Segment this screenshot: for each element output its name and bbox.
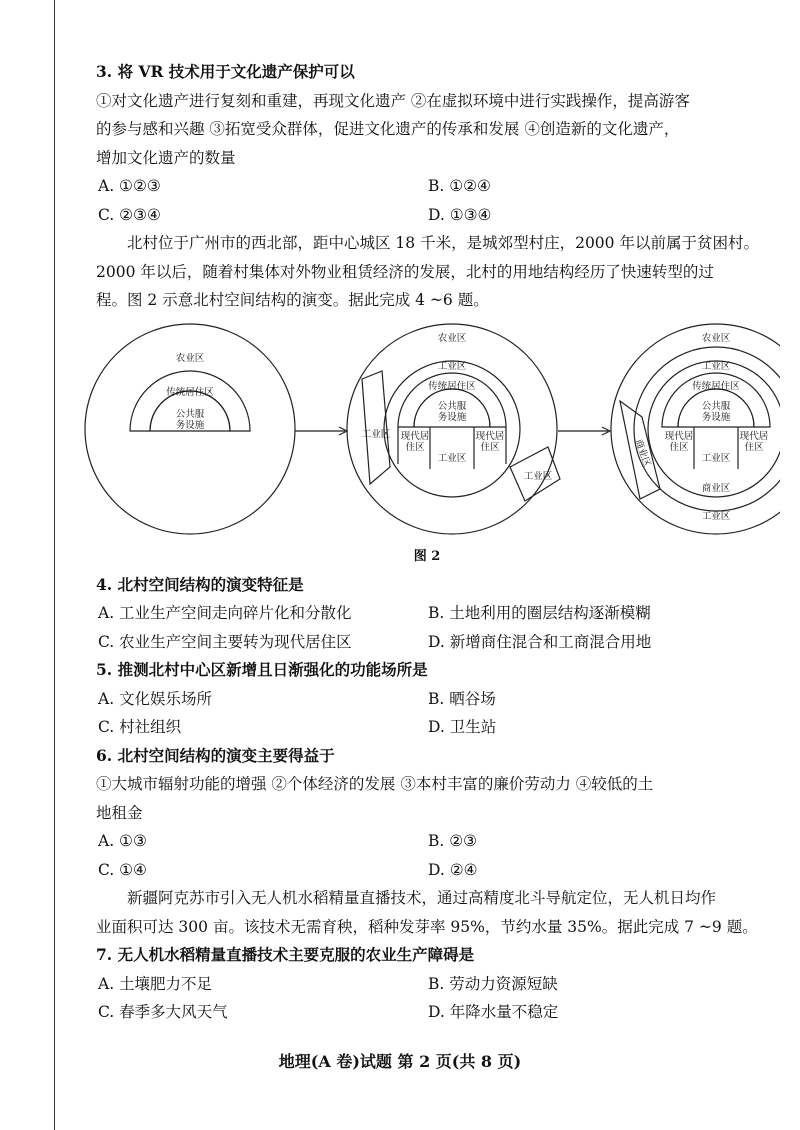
q7-option-b[interactable]: B. 劳动力资源短缺 [428, 974, 558, 993]
q6-option-a[interactable]: A. ①③ [98, 832, 147, 850]
stage2-industry-block-left [362, 371, 390, 484]
q4-title: 4. 北村空间结构的演变特征是 [96, 574, 304, 594]
s3-label-industry-inner: 工业区 [701, 452, 731, 464]
s3-label-public-1: 公共服 [701, 400, 731, 412]
s3-label-commerce-bottom: 商业区 [701, 482, 731, 494]
q3-options-row-2 [96, 201, 758, 230]
s2-label-industry-left: 工业区 [361, 428, 391, 440]
q6-title: 6. 北村空间结构的演变主要得益于 [96, 745, 335, 765]
s1-label-trad-res: 传统居住区 [166, 386, 214, 398]
q6-options-row-1 [96, 827, 758, 856]
s1-label-public-2: 务设施 [175, 419, 205, 431]
q6-stem-line-2: 地租金 [96, 803, 143, 822]
exam-page [96, 58, 769, 1027]
q5-options-row-2 [96, 713, 758, 742]
q6-option-c[interactable]: C. ①④ [98, 860, 147, 879]
s3-label-modern-right-1: 现代居 [739, 430, 769, 442]
q6-options-row-2 [96, 856, 758, 885]
s2-label-trad-res: 传统居住区 [428, 380, 476, 392]
q3-option-d[interactable]: D. ①③④ [428, 205, 492, 224]
s2-label-industry-top: 工业区 [437, 360, 467, 372]
passage2-line-2: 业面积可达 300 亩。该技术无需育秧，稻种发芽率 95%，节约水量 35%。据此完成 7 ~9 题。 [96, 917, 758, 936]
question-3 [96, 58, 758, 229]
q3-stem-line-2: 的参与感和兴趣 ③拓宽受众群体，促进文化遗产的传承和发展 ④创造新的文化遗产， [96, 120, 680, 138]
q7-options-row-2 [96, 998, 758, 1027]
s3-label-commerce-strip: 商业区 [632, 437, 653, 468]
spatial-structure-diagram [80, 319, 780, 549]
stage3-outer-circle [611, 324, 780, 534]
s2-label-modern-left-1: 现代居 [400, 430, 430, 442]
question-4 [96, 571, 758, 657]
q5-option-c[interactable]: C. 村社组织 [98, 718, 182, 736]
s2-label-modern-left-2: 住区 [405, 441, 425, 453]
q4-option-c[interactable]: C. 农业生产空间主要转为现代居住区 [98, 632, 352, 651]
q7-option-c[interactable]: C. 春季多大风天气 [98, 1003, 228, 1021]
page-footer: 地理(A 卷)试题 第 2 页(共 8 页) [278, 1052, 522, 1071]
q4-options-row-2 [96, 628, 758, 657]
s3-label-modern-left-2: 住区 [669, 441, 689, 453]
figure-2 [96, 319, 769, 549]
q6-option-d[interactable]: D. ②④ [428, 860, 478, 879]
s3-label-industry-outer: 工业区 [701, 510, 731, 522]
s2-label-modern-right-2: 住区 [480, 441, 500, 453]
q5-option-a[interactable]: A. 文化娱乐场所 [98, 689, 213, 708]
s3-label-agri: 农业区 [701, 332, 731, 344]
s3-label-modern-left-1: 现代居 [664, 430, 694, 442]
passage1-line-3: 程。图 2 示意北村空间结构的演变。据此完成 4 ~6 题。 [96, 291, 489, 309]
q3-stem-line-1: ①对文化遗产进行复刻和重建，再现文化遗产 ②在虚拟环境中进行实践操作，提高游客 [96, 91, 690, 110]
question-5 [96, 656, 758, 742]
q7-option-d[interactable]: D. 年降水量不稳定 [428, 1003, 559, 1021]
s3-label-public-2: 务设施 [701, 411, 731, 423]
passage-beicun [96, 229, 758, 315]
s2-label-industry-right: 工业区 [523, 470, 553, 482]
question-6 [96, 742, 758, 885]
s2-label-industry-bottom: 工业区 [437, 452, 467, 464]
q6-stem-line-1: ①大城市辐射功能的增强 ②个体经济的发展 ③本村丰富的廉价劳动力 ④较低的土 [96, 775, 654, 793]
q5-option-b[interactable]: B. 晒谷场 [428, 689, 496, 708]
s1-label-agri: 农业区 [175, 352, 205, 364]
q3-option-b[interactable]: B. ①②④ [428, 177, 491, 195]
s3-label-trad-res: 传统居住区 [692, 380, 740, 392]
passage-aksu [96, 884, 758, 941]
passage2-line-1: 新疆阿克苏市引入无人机水稻精量直播技术，通过高精度北斗导航定位，无人机日均作 [127, 889, 717, 907]
s2-label-agri: 农业区 [437, 332, 467, 344]
q5-option-d[interactable]: D. 卫生站 [428, 718, 497, 736]
figure-caption: 图 2 [413, 548, 441, 564]
q3-option-c[interactable]: C. ②③④ [98, 205, 161, 224]
q5-title: 5. 推测北村中心区新增且日渐强化的功能场所是 [96, 660, 428, 679]
passage1-line-1: 北村位于广州市的西北部，距中心城区 18 千米，是城郊型村庄，2000 年以前属于贫困村。 [127, 234, 759, 252]
q5-options-row-1 [96, 685, 758, 714]
passage1-line-2: 2000 年以后，随着村集体对外物业租赁经济的发展，北村的用地结构经历了快速转型的过 [96, 262, 714, 281]
q4-option-d[interactable]: D. 新增商住混合和工商混合用地 [428, 632, 652, 651]
s2-label-public-2: 务设施 [437, 411, 467, 423]
question-7 [96, 941, 758, 1027]
s2-label-modern-right-1: 现代居 [475, 430, 505, 442]
s3-label-industry-top: 工业区 [701, 360, 731, 372]
q4-option-b[interactable]: B. 土地利用的圈层结构逐渐模糊 [428, 604, 651, 622]
q3-stem-line-3: 增加文化遗产的数量 [96, 148, 236, 167]
s1-label-public-1: 公共服 [175, 408, 205, 420]
q7-title: 7. 无人机水稻精量直播技术主要克服的农业生产障碍是 [96, 945, 475, 964]
q7-options-row-1 [96, 970, 758, 999]
q3-option-a[interactable]: A. ①②③ [98, 177, 161, 195]
q3-options-row-1 [96, 172, 758, 201]
q4-options-row-1 [96, 599, 758, 628]
page-margin-rule [54, 0, 55, 1130]
q7-option-a[interactable]: A. 土壤肥力不足 [98, 974, 213, 993]
q4-option-a[interactable]: A. 工业生产空间走向碎片化和分散化 [98, 604, 352, 622]
s2-label-public-1: 公共服 [437, 400, 467, 412]
q3-title: 3. 将 VR 技术用于文化遗产保护可以 [96, 62, 355, 81]
s3-label-modern-right-2: 住区 [744, 441, 764, 453]
q6-option-b[interactable]: B. ②③ [428, 832, 478, 850]
